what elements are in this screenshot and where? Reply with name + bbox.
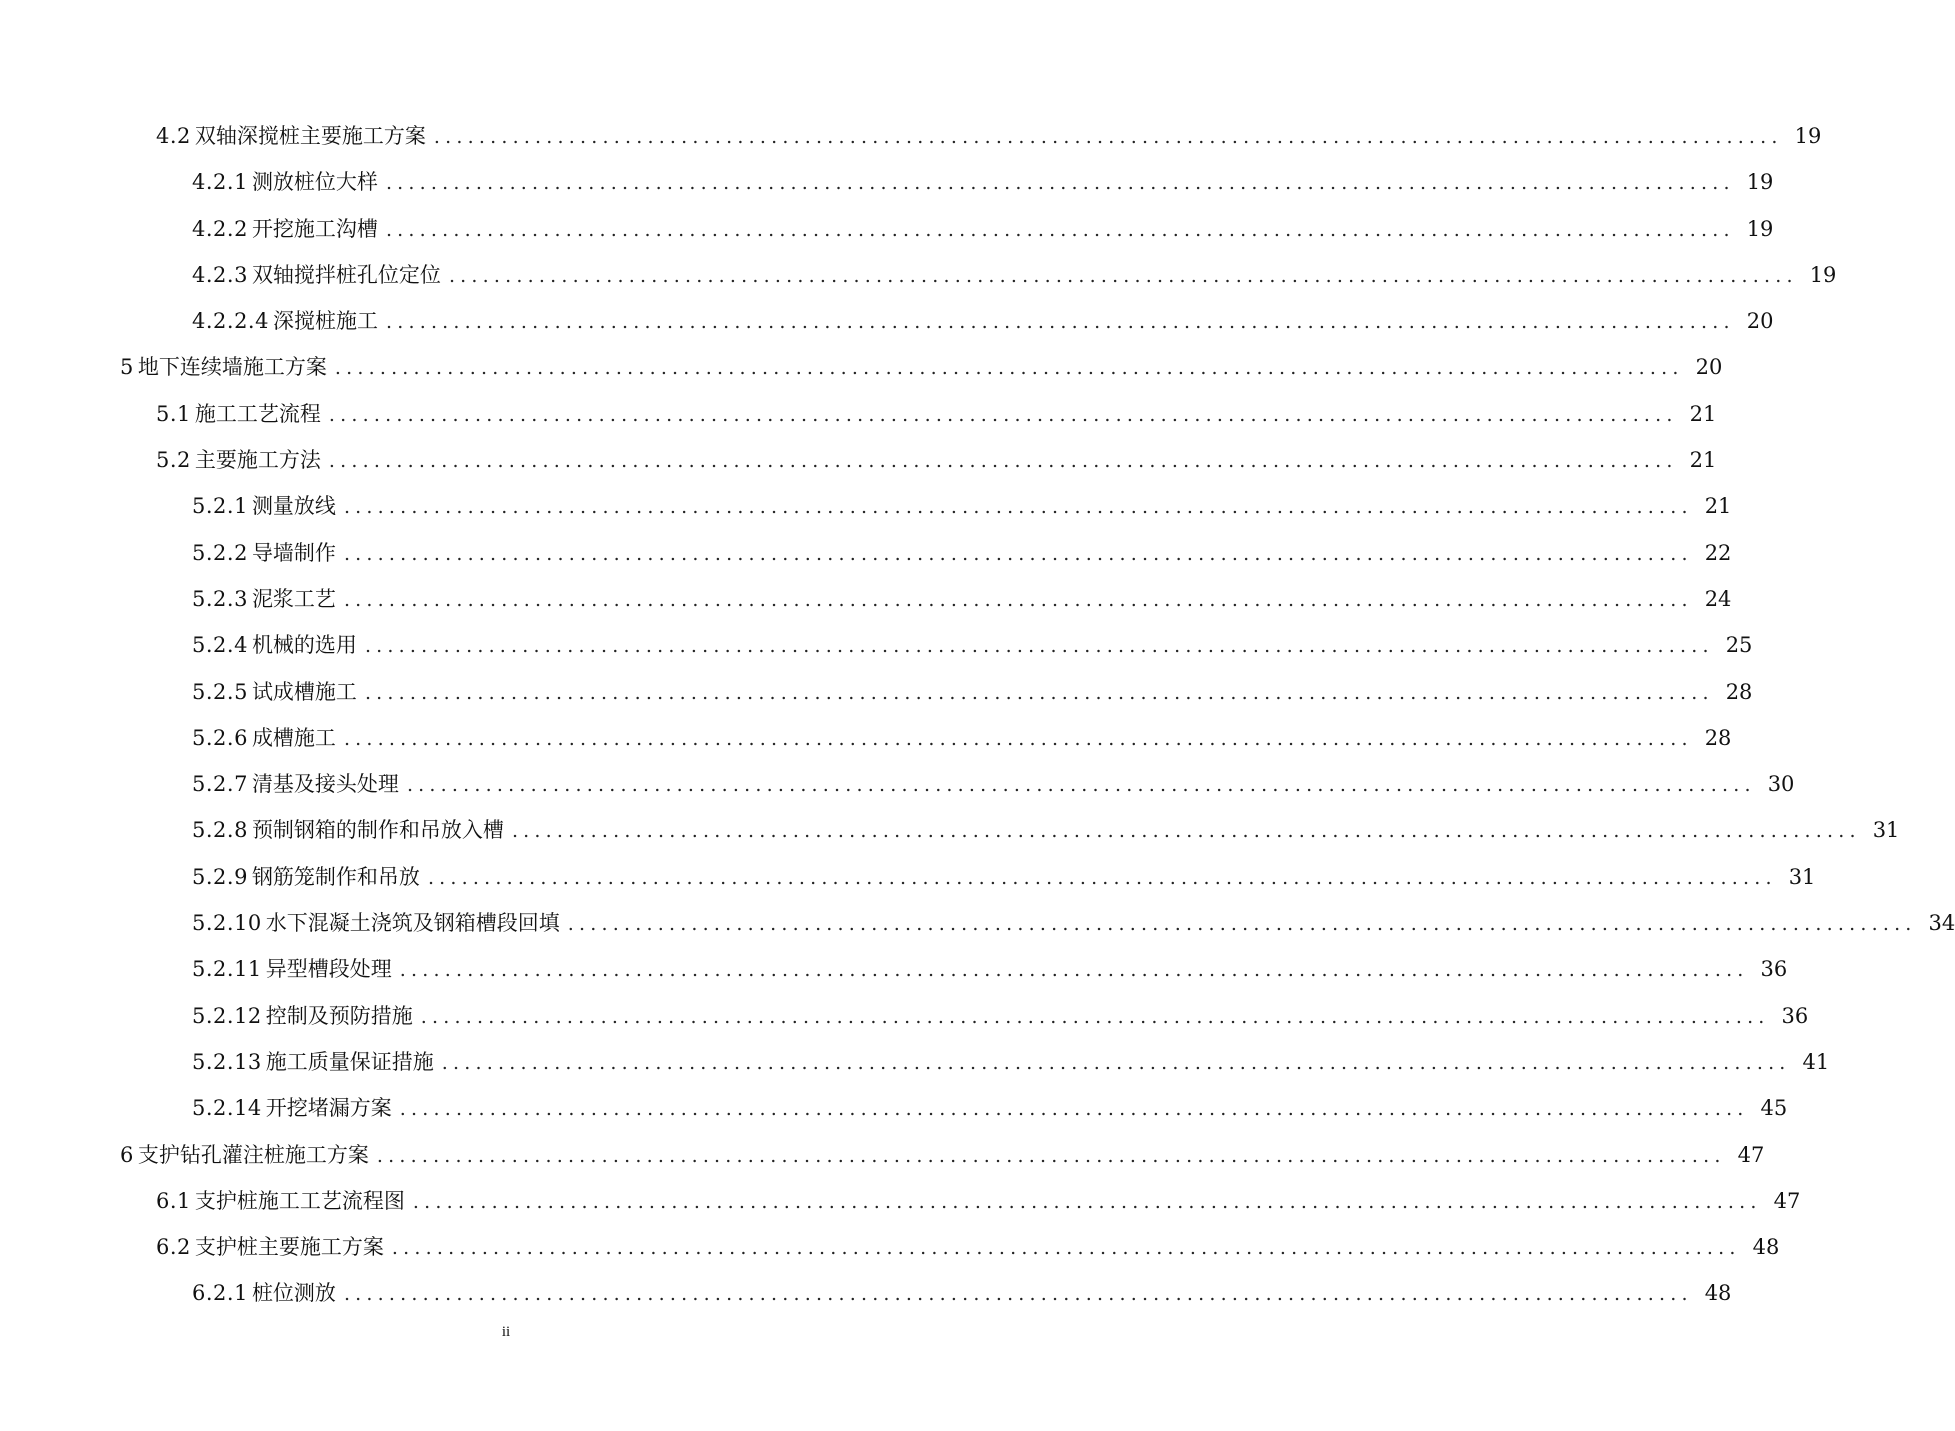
toc-entry-page: 20	[1695, 355, 1723, 380]
toc-entry-number: 5.2.14	[192, 1096, 262, 1121]
toc-entry-page: 21	[1689, 448, 1717, 473]
toc-entry-number: 5.2.8	[192, 818, 248, 843]
toc-leader-dots: ........................................................................................................................	[343, 542, 1693, 565]
toc-entry-number: 5	[120, 355, 134, 380]
toc-entry-title: 双轴搅拌桩孔位定位	[251, 262, 441, 287]
toc-entry-number: 6	[120, 1142, 134, 1167]
toc-entry[interactable]	[0, 344, 1723, 390]
toc-leader-dots: ........................................................................................................................	[511, 820, 1861, 843]
toc-entry-title: 支护钻孔灌注桩施工方案	[137, 1142, 369, 1167]
toc-entry-number: 6.1	[156, 1188, 191, 1213]
toc-leader-dots: ........................................................................................................................	[399, 1098, 1749, 1121]
toc-entry[interactable]	[0, 993, 1809, 1039]
toc-entry-page: 36	[1760, 957, 1788, 982]
toc-entry-number: 4.2.3	[192, 262, 248, 287]
toc-leader-dots: ........................................................................................................................	[406, 774, 1756, 797]
toc-entry-number: 5.2.3	[192, 586, 248, 611]
toc-entry-page: 41	[1802, 1049, 1830, 1074]
toc-entry-page: 21	[1704, 494, 1732, 519]
toc-entry[interactable]	[0, 715, 1732, 761]
toc-entry-number: 6.2.1	[192, 1281, 248, 1306]
toc-entry[interactable]	[0, 807, 1900, 853]
toc-entry-title: 双轴深搅桩主要施工方案	[194, 124, 426, 148]
toc-leader-dots: ........................................................................................................................	[385, 172, 1735, 195]
toc-entry-page: 19	[1809, 262, 1837, 287]
toc-entry-page: 24	[1704, 586, 1732, 611]
toc-entry-title: 成槽施工	[251, 725, 336, 750]
toc-entry-title: 支护桩施工工艺流程图	[194, 1188, 405, 1213]
toc-leader-dots: ........................................................................................................................	[441, 1051, 1791, 1074]
toc-entry-page: 21	[1689, 401, 1717, 426]
toc-entry-title: 水下混凝土浇筑及钢箱槽段回填	[265, 911, 560, 936]
toc-entry-page: 34	[1928, 911, 1955, 936]
toc-entry-title: 地下连续墙施工方案	[137, 355, 327, 380]
toc-leader-dots: ........................................................................................................................	[328, 403, 1678, 426]
toc-entry-number: 6.2	[156, 1235, 191, 1260]
toc-entry[interactable]	[0, 946, 1788, 992]
toc-entry-page: 19	[1746, 170, 1774, 195]
toc-entry-number: 5.2.2	[192, 540, 248, 565]
toc-entry-title: 支护桩主要施工方案	[194, 1235, 384, 1260]
toc-leader-dots: ........................................................................................................................	[376, 1144, 1726, 1167]
toc-entry[interactable]	[0, 761, 1795, 807]
toc-entry[interactable]	[0, 900, 1955, 946]
toc-leader-dots: ........................................................................................................................	[385, 311, 1735, 334]
toc-entry-title: 钢筋笼制作和吊放	[251, 864, 420, 889]
toc-entry-number: 5.2.5	[192, 679, 248, 704]
toc-entry-title: 施工质量保证措施	[265, 1049, 434, 1074]
toc-entry[interactable]	[0, 1178, 1801, 1224]
toc-entry-title: 开挖施工沟槽	[251, 216, 378, 241]
toc-leader-dots: ........................................................................................................................	[343, 727, 1693, 750]
toc-entry-page: 31	[1788, 864, 1816, 889]
toc-entry-title: 机械的选用	[251, 633, 357, 658]
toc-entry-number: 5.2.10	[192, 911, 262, 936]
toc-entry[interactable]	[0, 113, 1822, 159]
toc-leader-dots: ........................................................................................................................	[567, 913, 1917, 936]
toc-entry-title: 清基及接头处理	[251, 772, 399, 797]
toc-entry-number: 4.2.2	[192, 216, 248, 241]
toc-leader-dots: ........................................................................................................................	[343, 1283, 1693, 1306]
toc-entry-page: 28	[1704, 725, 1732, 750]
toc-entry-page: 47	[1737, 1142, 1765, 1167]
toc-entry-title: 预制钢箱的制作和吊放入槽	[251, 818, 504, 843]
toc-entry[interactable]	[0, 576, 1732, 622]
toc-entry-page: 36	[1781, 1003, 1809, 1028]
toc-entry[interactable]	[0, 298, 1774, 344]
toc-entry-title: 试成槽施工	[251, 679, 357, 704]
toc-entry[interactable]	[0, 159, 1774, 205]
toc-leader-dots: ........................................................................................................................	[334, 357, 1684, 380]
toc-entry-page: 28	[1725, 679, 1753, 704]
toc-leader-dots: ........................................................................................................................	[364, 635, 1714, 658]
toc-entry-title: 异型槽段处理	[265, 957, 392, 982]
toc-entry-page: 30	[1767, 772, 1795, 797]
toc-entry-page: 48	[1752, 1235, 1780, 1260]
toc-leader-dots: ........................................................................................................................	[364, 681, 1714, 704]
toc-entry[interactable]	[0, 1085, 1788, 1131]
toc-entry-number: 5.2.9	[192, 864, 248, 889]
toc-entry[interactable]	[0, 206, 1774, 252]
toc-entry[interactable]	[0, 252, 1837, 298]
toc-entry-title: 开挖堵漏方案	[265, 1096, 392, 1121]
toc-entry-title: 控制及预防措施	[265, 1003, 413, 1028]
toc-entry[interactable]	[0, 437, 1717, 483]
toc-entry[interactable]	[0, 1224, 1780, 1270]
toc-entry-number: 4.2	[156, 124, 191, 148]
toc-entry-number: 5.2.6	[192, 725, 248, 750]
toc-entry-number: 4.2.1	[192, 170, 248, 195]
page-number: ii	[501, 1324, 511, 1340]
toc-entry-page: 20	[1746, 309, 1774, 334]
toc-entry-page: 31	[1872, 818, 1900, 843]
toc-entry-number: 5.2.7	[192, 772, 248, 797]
toc-entry-number: 5.1	[156, 401, 191, 426]
toc-leader-dots: ........................................................................................................................	[328, 450, 1678, 473]
toc-leader-dots: ........................................................................................................................	[412, 1190, 1762, 1213]
toc-leader-dots: ........................................................................................................................	[385, 218, 1735, 241]
toc-entry-title: 导墙制作	[251, 540, 336, 565]
toc-leader-dots: ........................................................................................................................	[399, 959, 1749, 982]
toc-leader-dots: ........................................................................................................................	[420, 1005, 1770, 1028]
toc-entry[interactable]	[0, 483, 1732, 529]
toc-entry-title: 深搅桩施工	[272, 309, 378, 334]
toc-entry-page: 47	[1773, 1188, 1801, 1213]
toc-entry-title: 主要施工方法	[194, 448, 321, 473]
toc-entry-title: 测量放线	[251, 494, 336, 519]
toc-entry-page: 25	[1725, 633, 1753, 658]
toc-leader-dots: ........................................................................................................................	[427, 866, 1777, 889]
table-of-contents	[0, 113, 1955, 1317]
toc-entry-number: 4.2.2.4	[192, 309, 269, 334]
toc-entry[interactable]	[0, 530, 1732, 576]
toc-entry-title: 桩位测放	[251, 1281, 336, 1306]
toc-leader-dots: ........................................................................................................................	[343, 588, 1693, 611]
toc-entry[interactable]	[0, 622, 1753, 668]
toc-entry[interactable]	[0, 1270, 1732, 1316]
toc-entry-number: 5.2.11	[192, 957, 262, 982]
toc-entry-page: 45	[1760, 1096, 1788, 1121]
toc-leader-dots: ........................................................................................................................	[343, 496, 1693, 519]
toc-leader-dots: ........................................................................................................................	[391, 1237, 1741, 1260]
toc-entry-page: 22	[1704, 540, 1732, 565]
toc-entry[interactable]	[0, 391, 1717, 437]
toc-entry[interactable]	[0, 1132, 1765, 1178]
toc-leader-dots: ........................................................................................................................	[433, 126, 1783, 148]
toc-entry-number: 5.2.12	[192, 1003, 262, 1028]
toc-entry-number: 5.2.4	[192, 633, 248, 658]
toc-entry-page: 19	[1746, 216, 1774, 241]
toc-entry[interactable]	[0, 669, 1753, 715]
toc-entry[interactable]	[0, 854, 1816, 900]
toc-entry-page: 48	[1704, 1281, 1732, 1306]
toc-entry-title: 泥浆工艺	[251, 586, 336, 611]
toc-entry[interactable]	[0, 1039, 1830, 1085]
toc-entry-number: 5.2.1	[192, 494, 248, 519]
toc-entry-title: 测放桩位大样	[251, 170, 378, 195]
toc-leader-dots: ........................................................................................................................	[448, 264, 1798, 287]
toc-entry-title: 施工工艺流程	[194, 401, 321, 426]
toc-entry-page: 19	[1794, 124, 1822, 148]
toc-entry-number: 5.2.13	[192, 1049, 262, 1074]
toc-entry-number: 5.2	[156, 448, 191, 473]
